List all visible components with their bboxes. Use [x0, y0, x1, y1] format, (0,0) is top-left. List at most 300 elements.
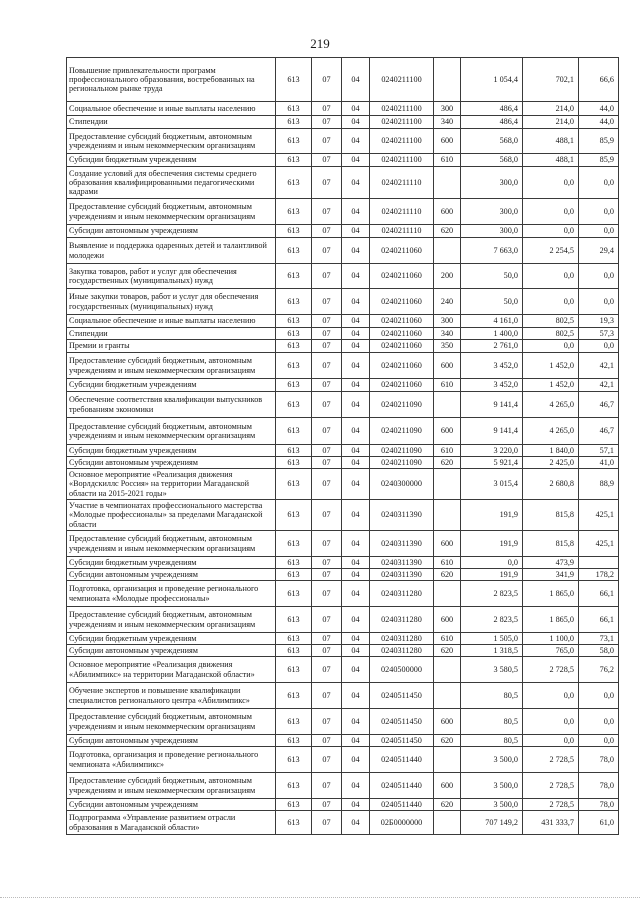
- row-percent-cell: 85,9: [579, 154, 619, 167]
- row-expense-type-cell: 600: [434, 199, 461, 225]
- row-subsection-cell: 04: [342, 457, 370, 469]
- row-name-cell: Подготовка, организация и проведение регионального чемпионата «Молодые профессионалы»: [67, 581, 276, 607]
- table-row: [67, 102, 619, 116]
- row-org-code-cell: 613: [276, 500, 312, 531]
- row-section-cell: 07: [312, 418, 342, 445]
- row-section-cell: 07: [312, 683, 342, 709]
- row-percent-cell: 78,0: [579, 747, 619, 773]
- row-expense-type-cell: 600: [434, 353, 461, 379]
- row-subsection-cell: 04: [342, 607, 370, 633]
- row-target-code-cell: 0240211060: [370, 340, 434, 353]
- row-section-cell: 07: [312, 645, 342, 657]
- row-org-code-cell: 613: [276, 581, 312, 607]
- row-actual-amount-cell: 1 452,0: [523, 379, 579, 392]
- row-section-cell: 07: [312, 116, 342, 129]
- row-percent-cell: 78,0: [579, 799, 619, 811]
- row-section-cell: 07: [312, 340, 342, 353]
- row-actual-amount-cell: 341,9: [523, 569, 579, 581]
- row-actual-amount-cell: 0,0: [523, 289, 579, 315]
- row-subsection-cell: 04: [342, 811, 370, 835]
- row-percent-cell: 85,9: [579, 129, 619, 154]
- table-row: [67, 289, 619, 315]
- table-row: [67, 683, 619, 709]
- row-expense-type-cell: 620: [434, 735, 461, 747]
- row-actual-amount-cell: 765,0: [523, 645, 579, 657]
- row-actual-amount-cell: 1 840,0: [523, 445, 579, 457]
- row-planned-amount-cell: 1 400,0: [461, 328, 523, 340]
- row-expense-type-cell: 300: [434, 102, 461, 116]
- row-percent-cell: 178,2: [579, 569, 619, 581]
- row-org-code-cell: 613: [276, 289, 312, 315]
- table-row: [67, 445, 619, 457]
- row-org-code-cell: 613: [276, 167, 312, 199]
- row-expense-type-cell: 600: [434, 531, 461, 557]
- row-actual-amount-cell: 815,8: [523, 500, 579, 531]
- row-percent-cell: 57,1: [579, 445, 619, 457]
- row-percent-cell: 19,3: [579, 315, 619, 328]
- table-row: [67, 657, 619, 683]
- row-name-cell: Предоставление субсидий бюджетным, автономным учреждениям и иным некоммерческим организациям: [67, 531, 276, 557]
- row-target-code-cell: 0240211060: [370, 379, 434, 392]
- table-row: [67, 735, 619, 747]
- row-name-cell: Социальное обеспечение и иные выплаты населению: [67, 102, 276, 116]
- row-planned-amount-cell: 2 823,5: [461, 581, 523, 607]
- row-section-cell: 07: [312, 129, 342, 154]
- row-actual-amount-cell: 0,0: [523, 264, 579, 289]
- row-org-code-cell: 613: [276, 116, 312, 129]
- row-subsection-cell: 04: [342, 657, 370, 683]
- table-row: [67, 353, 619, 379]
- table-row: [67, 340, 619, 353]
- row-planned-amount-cell: 4 161,0: [461, 315, 523, 328]
- row-target-code-cell: 0240311280: [370, 581, 434, 607]
- row-target-code-cell: 0240211110: [370, 199, 434, 225]
- row-org-code-cell: 613: [276, 557, 312, 569]
- row-section-cell: 07: [312, 289, 342, 315]
- row-org-code-cell: 613: [276, 392, 312, 418]
- row-expense-type-cell: [434, 167, 461, 199]
- table-row: [67, 154, 619, 167]
- row-actual-amount-cell: 473,9: [523, 557, 579, 569]
- row-expense-type-cell: [434, 747, 461, 773]
- row-org-code-cell: 613: [276, 58, 312, 102]
- row-actual-amount-cell: 802,5: [523, 315, 579, 328]
- row-percent-cell: [579, 557, 619, 569]
- row-subsection-cell: 04: [342, 633, 370, 645]
- row-org-code-cell: 613: [276, 379, 312, 392]
- row-planned-amount-cell: 3 500,0: [461, 773, 523, 799]
- row-planned-amount-cell: 50,0: [461, 264, 523, 289]
- row-target-code-cell: 0240211100: [370, 58, 434, 102]
- row-percent-cell: 425,1: [579, 531, 619, 557]
- row-org-code-cell: 613: [276, 154, 312, 167]
- row-expense-type-cell: [434, 811, 461, 835]
- row-target-code-cell: 0240311280: [370, 607, 434, 633]
- row-target-code-cell: 0240511440: [370, 773, 434, 799]
- row-subsection-cell: 04: [342, 469, 370, 500]
- row-actual-amount-cell: 815,8: [523, 531, 579, 557]
- table-row: [67, 645, 619, 657]
- row-target-code-cell: 0240211090: [370, 392, 434, 418]
- row-name-cell: Субсидии бюджетным учреждениям: [67, 445, 276, 457]
- row-expense-type-cell: 200: [434, 264, 461, 289]
- row-actual-amount-cell: 702,1: [523, 58, 579, 102]
- row-expense-type-cell: 600: [434, 607, 461, 633]
- row-org-code-cell: 613: [276, 709, 312, 735]
- row-percent-cell: 29,4: [579, 238, 619, 264]
- row-org-code-cell: 613: [276, 773, 312, 799]
- row-percent-cell: 0,0: [579, 735, 619, 747]
- table-row: [67, 328, 619, 340]
- row-name-cell: Субсидии автономным учреждениям: [67, 569, 276, 581]
- row-target-code-cell: 0240211060: [370, 289, 434, 315]
- row-planned-amount-cell: 3 500,0: [461, 799, 523, 811]
- row-planned-amount-cell: 80,5: [461, 683, 523, 709]
- row-percent-cell: 57,3: [579, 328, 619, 340]
- row-expense-type-cell: 340: [434, 328, 461, 340]
- row-percent-cell: 58,0: [579, 645, 619, 657]
- row-subsection-cell: 04: [342, 747, 370, 773]
- row-name-cell: Предоставление субсидий бюджетным, автономным учреждениям и иным некоммерческим организациям: [67, 418, 276, 445]
- row-planned-amount-cell: 5 921,4: [461, 457, 523, 469]
- row-subsection-cell: 04: [342, 392, 370, 418]
- row-percent-cell: 44,0: [579, 116, 619, 129]
- row-subsection-cell: 04: [342, 531, 370, 557]
- row-planned-amount-cell: 3 220,0: [461, 445, 523, 457]
- row-subsection-cell: 04: [342, 340, 370, 353]
- row-section-cell: 07: [312, 154, 342, 167]
- row-name-cell: Повышение привлекательности программ профессионального образования, востребованных на региональном рынке труда: [67, 58, 276, 102]
- row-actual-amount-cell: 0,0: [523, 167, 579, 199]
- row-percent-cell: 0,0: [579, 709, 619, 735]
- row-name-cell: Предоставление субсидий бюджетным, автономным учреждениям и иным некоммерческим организациям: [67, 199, 276, 225]
- table-row: [67, 199, 619, 225]
- table-row: [67, 773, 619, 799]
- row-actual-amount-cell: 2 680,8: [523, 469, 579, 500]
- row-subsection-cell: 04: [342, 58, 370, 102]
- row-name-cell: Выявление и поддержка одаренных детей и талантливой молодежи: [67, 238, 276, 264]
- row-planned-amount-cell: 3 015,4: [461, 469, 523, 500]
- row-expense-type-cell: [434, 657, 461, 683]
- table-row: [67, 264, 619, 289]
- row-planned-amount-cell: 568,0: [461, 129, 523, 154]
- row-actual-amount-cell: 1 452,0: [523, 353, 579, 379]
- row-subsection-cell: 04: [342, 264, 370, 289]
- row-name-cell: Субсидии бюджетным учреждениям: [67, 154, 276, 167]
- row-target-code-cell: 0240211060: [370, 238, 434, 264]
- row-org-code-cell: 613: [276, 102, 312, 116]
- row-planned-amount-cell: 486,4: [461, 116, 523, 129]
- row-section-cell: 07: [312, 392, 342, 418]
- row-name-cell: Основное мероприятие «Реализация движения «Абилимпикс» на территории Магаданской области»: [67, 657, 276, 683]
- row-section-cell: 07: [312, 607, 342, 633]
- row-percent-cell: 76,2: [579, 657, 619, 683]
- row-target-code-cell: 0240511440: [370, 747, 434, 773]
- row-target-code-cell: 0240211100: [370, 129, 434, 154]
- row-org-code-cell: 613: [276, 129, 312, 154]
- row-subsection-cell: 04: [342, 569, 370, 581]
- page-number: 219: [310, 36, 330, 51]
- row-expense-type-cell: [434, 469, 461, 500]
- row-expense-type-cell: [434, 581, 461, 607]
- row-planned-amount-cell: 1 505,0: [461, 633, 523, 645]
- row-org-code-cell: 613: [276, 683, 312, 709]
- row-percent-cell: 88,9: [579, 469, 619, 500]
- row-section-cell: 07: [312, 581, 342, 607]
- row-percent-cell: 0,0: [579, 289, 619, 315]
- row-org-code-cell: 613: [276, 469, 312, 500]
- row-planned-amount-cell: 3 452,0: [461, 379, 523, 392]
- table-row: [67, 315, 619, 328]
- row-percent-cell: 41,0: [579, 457, 619, 469]
- row-subsection-cell: 04: [342, 500, 370, 531]
- row-actual-amount-cell: 2 254,5: [523, 238, 579, 264]
- row-subsection-cell: 04: [342, 645, 370, 657]
- row-actual-amount-cell: 2 425,0: [523, 457, 579, 469]
- row-percent-cell: 78,0: [579, 773, 619, 799]
- row-name-cell: Субсидии автономным учреждениям: [67, 457, 276, 469]
- row-section-cell: 07: [312, 735, 342, 747]
- table-row: [67, 457, 619, 469]
- row-planned-amount-cell: 1 054,4: [461, 58, 523, 102]
- row-section-cell: 07: [312, 709, 342, 735]
- row-percent-cell: 66,1: [579, 607, 619, 633]
- row-planned-amount-cell: 80,5: [461, 709, 523, 735]
- row-actual-amount-cell: 1 865,0: [523, 607, 579, 633]
- table-row: [67, 392, 619, 418]
- row-expense-type-cell: 350: [434, 340, 461, 353]
- row-name-cell: Подготовка, организация и проведение регионального чемпионата «Абилимпикс»: [67, 747, 276, 773]
- row-section-cell: 07: [312, 557, 342, 569]
- row-percent-cell: 0,0: [579, 225, 619, 238]
- row-section-cell: 07: [312, 469, 342, 500]
- row-target-code-cell: 0240311390: [370, 531, 434, 557]
- row-name-cell: Обеспечение соответствия квалификации выпускников требованиям экономики: [67, 392, 276, 418]
- row-subsection-cell: 04: [342, 799, 370, 811]
- row-actual-amount-cell: 2 728,5: [523, 657, 579, 683]
- table-row: [67, 811, 619, 835]
- row-expense-type-cell: 620: [434, 457, 461, 469]
- row-section-cell: 07: [312, 633, 342, 645]
- row-planned-amount-cell: 0,0: [461, 557, 523, 569]
- row-actual-amount-cell: 1 100,0: [523, 633, 579, 645]
- row-org-code-cell: 613: [276, 199, 312, 225]
- table-row: [67, 633, 619, 645]
- row-expense-type-cell: 620: [434, 569, 461, 581]
- row-subsection-cell: 04: [342, 225, 370, 238]
- row-org-code-cell: 613: [276, 238, 312, 264]
- row-actual-amount-cell: 4 265,0: [523, 392, 579, 418]
- row-planned-amount-cell: 9 141,4: [461, 392, 523, 418]
- row-planned-amount-cell: 3 580,5: [461, 657, 523, 683]
- row-subsection-cell: 04: [342, 238, 370, 264]
- row-name-cell: Участие в чемпионатах профессионального мастерства «Молодые профессионалы» за пределами Магаданской области: [67, 500, 276, 531]
- row-org-code-cell: 613: [276, 353, 312, 379]
- row-planned-amount-cell: 2 761,0: [461, 340, 523, 353]
- row-name-cell: Субсидии автономным учреждениям: [67, 645, 276, 657]
- row-org-code-cell: 613: [276, 340, 312, 353]
- row-target-code-cell: 0240300000: [370, 469, 434, 500]
- row-target-code-cell: 0240211090: [370, 445, 434, 457]
- row-org-code-cell: 613: [276, 418, 312, 445]
- row-target-code-cell: 0240211090: [370, 418, 434, 445]
- row-percent-cell: 61,0: [579, 811, 619, 835]
- row-actual-amount-cell: 4 265,0: [523, 418, 579, 445]
- row-planned-amount-cell: 300,0: [461, 199, 523, 225]
- row-planned-amount-cell: 486,4: [461, 102, 523, 116]
- row-percent-cell: 0,0: [579, 167, 619, 199]
- row-section-cell: 07: [312, 811, 342, 835]
- row-planned-amount-cell: 191,9: [461, 531, 523, 557]
- row-target-code-cell: 0240211060: [370, 315, 434, 328]
- table-row: [67, 58, 619, 102]
- row-expense-type-cell: 600: [434, 709, 461, 735]
- row-target-code-cell: 0240211110: [370, 167, 434, 199]
- row-section-cell: 07: [312, 569, 342, 581]
- row-planned-amount-cell: 568,0: [461, 154, 523, 167]
- row-org-code-cell: 613: [276, 225, 312, 238]
- row-actual-amount-cell: 802,5: [523, 328, 579, 340]
- row-section-cell: 07: [312, 799, 342, 811]
- row-name-cell: Обучение экспертов и повышение квалификации специалистов регионального центра «Абилимпикс»: [67, 683, 276, 709]
- row-subsection-cell: 04: [342, 581, 370, 607]
- row-name-cell: Подпрограмма «Управление развитием отрасли образования в Магаданской области»: [67, 811, 276, 835]
- row-section-cell: 07: [312, 264, 342, 289]
- row-actual-amount-cell: 488,1: [523, 129, 579, 154]
- table-row: [67, 116, 619, 129]
- row-expense-type-cell: 610: [434, 633, 461, 645]
- row-subsection-cell: 04: [342, 199, 370, 225]
- row-subsection-cell: 04: [342, 154, 370, 167]
- row-section-cell: 07: [312, 328, 342, 340]
- row-target-code-cell: 0240511450: [370, 683, 434, 709]
- row-section-cell: 07: [312, 102, 342, 116]
- row-target-code-cell: 0240311390: [370, 569, 434, 581]
- row-org-code-cell: 613: [276, 445, 312, 457]
- row-percent-cell: 425,1: [579, 500, 619, 531]
- row-percent-cell: 0,0: [579, 199, 619, 225]
- table-row: [67, 747, 619, 773]
- row-section-cell: 07: [312, 657, 342, 683]
- row-planned-amount-cell: 80,5: [461, 735, 523, 747]
- row-name-cell: Предоставление субсидий бюджетным, автономным учреждениям и иным некоммерческим организациям: [67, 773, 276, 799]
- row-percent-cell: 73,1: [579, 633, 619, 645]
- row-target-code-cell: 0240211100: [370, 102, 434, 116]
- row-subsection-cell: 04: [342, 289, 370, 315]
- row-section-cell: 07: [312, 199, 342, 225]
- row-org-code-cell: 613: [276, 747, 312, 773]
- row-target-code-cell: 0240511450: [370, 709, 434, 735]
- row-percent-cell: 44,0: [579, 102, 619, 116]
- table-row: [67, 581, 619, 607]
- row-subsection-cell: 04: [342, 683, 370, 709]
- row-subsection-cell: 04: [342, 328, 370, 340]
- table-row: [67, 225, 619, 238]
- row-org-code-cell: 613: [276, 657, 312, 683]
- table-row: [67, 569, 619, 581]
- row-target-code-cell: 0240311280: [370, 645, 434, 657]
- table-row: [67, 607, 619, 633]
- row-actual-amount-cell: 0,0: [523, 199, 579, 225]
- row-subsection-cell: 04: [342, 167, 370, 199]
- row-actual-amount-cell: 214,0: [523, 102, 579, 116]
- row-actual-amount-cell: 1 865,0: [523, 581, 579, 607]
- row-target-code-cell: 0240511440: [370, 799, 434, 811]
- table-row: [67, 557, 619, 569]
- row-subsection-cell: 04: [342, 445, 370, 457]
- row-percent-cell: 0,0: [579, 264, 619, 289]
- row-subsection-cell: 04: [342, 557, 370, 569]
- row-org-code-cell: 613: [276, 328, 312, 340]
- table-row: [67, 238, 619, 264]
- row-planned-amount-cell: 3 452,0: [461, 353, 523, 379]
- table-row: [67, 469, 619, 500]
- row-expense-type-cell: 620: [434, 799, 461, 811]
- row-subsection-cell: 04: [342, 353, 370, 379]
- row-name-cell: Иные закупки товаров, работ и услуг для обеспечения государственных (муниципальных) нужд: [67, 289, 276, 315]
- row-section-cell: 07: [312, 379, 342, 392]
- page-bottom-edge: [0, 897, 640, 901]
- row-planned-amount-cell: 191,9: [461, 500, 523, 531]
- row-section-cell: 07: [312, 773, 342, 799]
- row-section-cell: 07: [312, 225, 342, 238]
- row-actual-amount-cell: 0,0: [523, 225, 579, 238]
- row-subsection-cell: 04: [342, 418, 370, 445]
- budget-table: [66, 57, 619, 835]
- row-org-code-cell: 613: [276, 799, 312, 811]
- row-target-code-cell: 0240211110: [370, 225, 434, 238]
- row-percent-cell: 0,0: [579, 683, 619, 709]
- row-subsection-cell: 04: [342, 709, 370, 735]
- row-expense-type-cell: [434, 58, 461, 102]
- row-percent-cell: 46,7: [579, 418, 619, 445]
- row-expense-type-cell: 620: [434, 645, 461, 657]
- row-target-code-cell: 0240211100: [370, 154, 434, 167]
- row-expense-type-cell: 600: [434, 129, 461, 154]
- row-subsection-cell: 04: [342, 379, 370, 392]
- row-section-cell: 07: [312, 353, 342, 379]
- row-expense-type-cell: 610: [434, 445, 461, 457]
- row-name-cell: Стипендии: [67, 116, 276, 129]
- row-section-cell: 07: [312, 747, 342, 773]
- row-expense-type-cell: 240: [434, 289, 461, 315]
- row-section-cell: 07: [312, 58, 342, 102]
- row-name-cell: Предоставление субсидий бюджетным, автономным учреждениям и иным некоммерческим организациям: [67, 607, 276, 633]
- row-name-cell: Предоставление субсидий бюджетным, автономным учреждениям и иным некоммерческим организациям: [67, 353, 276, 379]
- row-name-cell: Основное мероприятие «Реализация движения «Ворлдскиллс Россия» на территории Магаданской области на 2015-2021 годы»: [67, 469, 276, 500]
- table-row: [67, 531, 619, 557]
- row-name-cell: Премии и гранты: [67, 340, 276, 353]
- row-expense-type-cell: 600: [434, 418, 461, 445]
- row-target-code-cell: 0240211090: [370, 457, 434, 469]
- row-planned-amount-cell: 50,0: [461, 289, 523, 315]
- row-section-cell: 07: [312, 238, 342, 264]
- row-name-cell: Субсидии бюджетным учреждениям: [67, 633, 276, 645]
- row-actual-amount-cell: 0,0: [523, 683, 579, 709]
- row-percent-cell: 66,1: [579, 581, 619, 607]
- row-expense-type-cell: [434, 392, 461, 418]
- row-target-code-cell: 02Б0000000: [370, 811, 434, 835]
- table-row: [67, 167, 619, 199]
- row-name-cell: Предоставление субсидий бюджетным, автономным учреждениям и иным некоммерческим организациям: [67, 129, 276, 154]
- row-expense-type-cell: 600: [434, 773, 461, 799]
- row-name-cell: Социальное обеспечение и иные выплаты населению: [67, 315, 276, 328]
- row-planned-amount-cell: 1 318,5: [461, 645, 523, 657]
- row-planned-amount-cell: 9 141,4: [461, 418, 523, 445]
- row-expense-type-cell: 340: [434, 116, 461, 129]
- row-subsection-cell: 04: [342, 315, 370, 328]
- row-org-code-cell: 613: [276, 607, 312, 633]
